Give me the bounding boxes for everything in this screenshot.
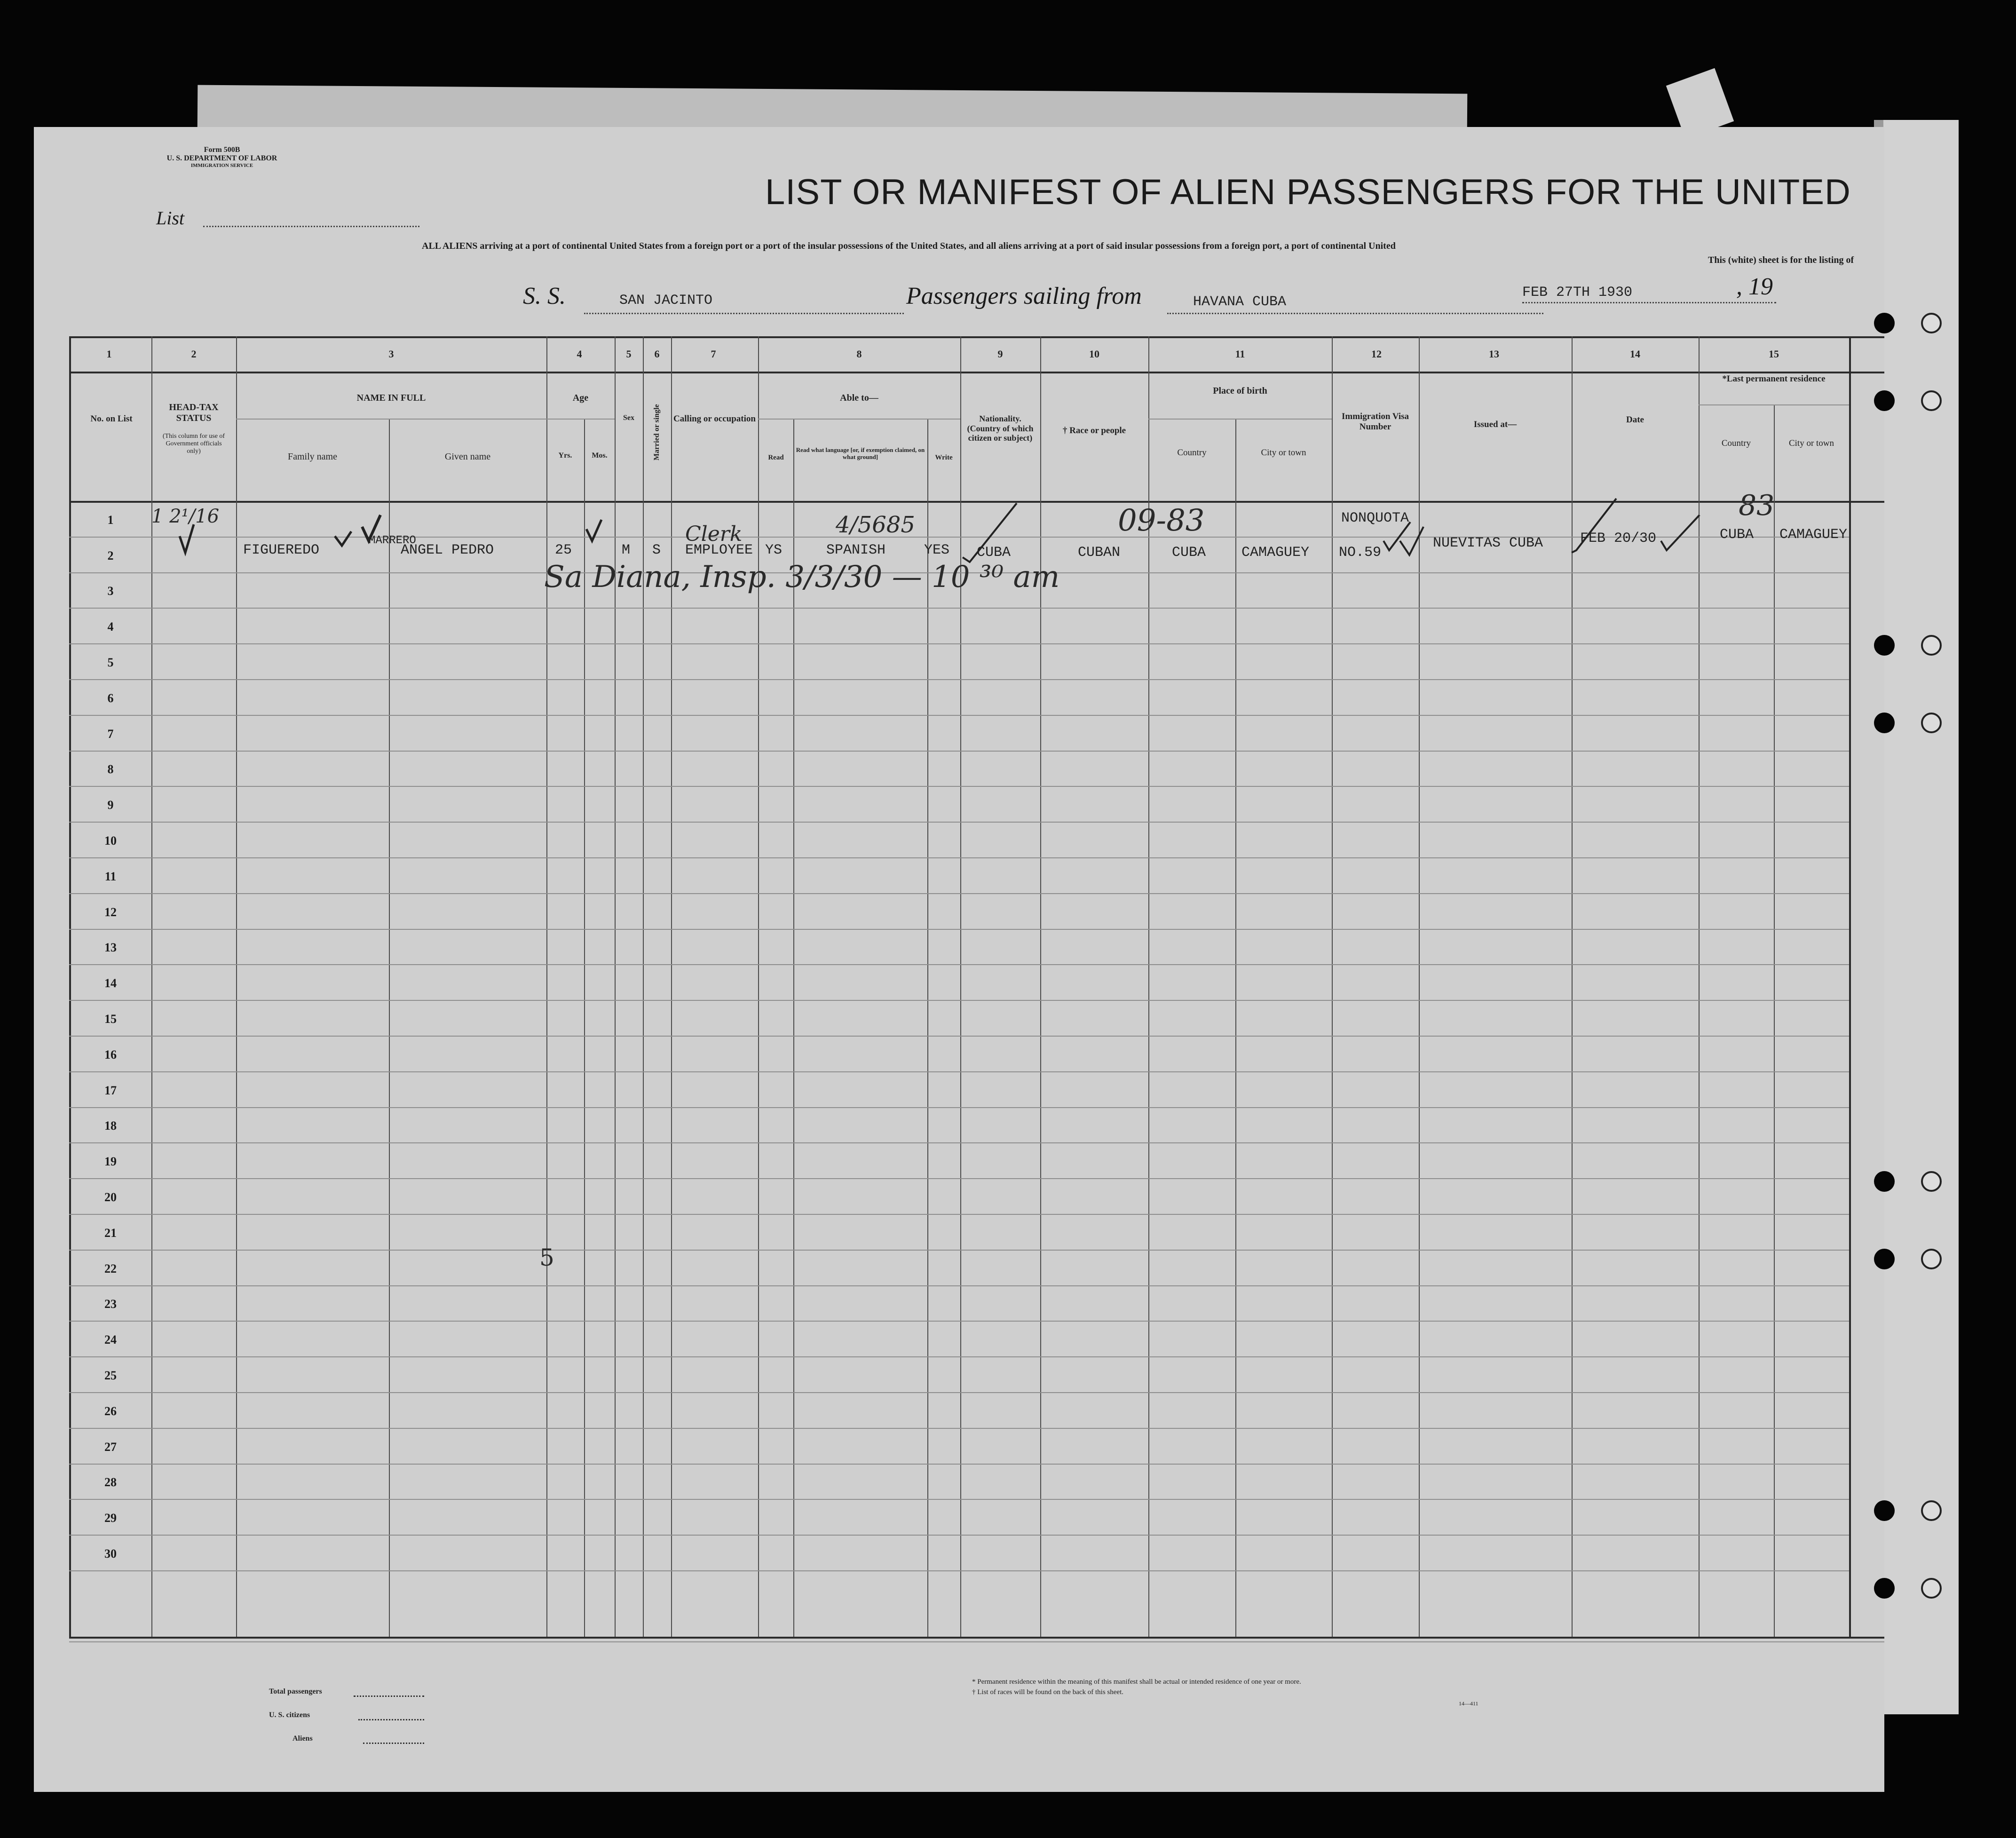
row-number: 16	[104, 1048, 117, 1062]
col-number-7: 7	[711, 348, 716, 360]
row-rule	[69, 751, 1849, 752]
handwritten-head-tax-mark: 1 2¹/16	[151, 506, 220, 527]
sailing-label: Passengers sailing from	[906, 283, 1142, 309]
binder-hole	[1874, 390, 1895, 411]
col-number-13: 13	[1489, 348, 1499, 360]
footer-aliens-line	[363, 1743, 424, 1744]
ss-label: S. S.	[523, 283, 566, 309]
row-rule	[69, 929, 1849, 930]
row-number: 12	[104, 905, 117, 919]
row-number: 10	[104, 834, 117, 848]
binder-ring	[1921, 1171, 1942, 1192]
footer-total-line	[354, 1695, 424, 1697]
row-rule	[69, 715, 1849, 716]
handwritten-residence-note: 83	[1739, 489, 1775, 522]
header-family-name: Family name	[288, 452, 337, 462]
handwritten-stray-mark: 5	[539, 1244, 554, 1271]
check-icon	[963, 503, 1017, 562]
col-number-3: 3	[388, 348, 394, 360]
table-bottom-rule	[69, 1637, 1884, 1639]
footer-note-residence: * Permanent residence within the meaning of this manifest shall be actual or intended residence of one year or more.	[972, 1678, 1301, 1686]
entry-occupation: EMPLOYEE	[685, 542, 753, 558]
header-place-of-birth: Place of birth	[1213, 386, 1267, 396]
entry-issued-at: NUEVITAS CUBA	[1433, 535, 1543, 551]
col-number-14: 14	[1630, 348, 1640, 360]
check-icon	[1384, 522, 1410, 550]
row-number: 19	[104, 1155, 117, 1168]
header-write: Write	[935, 454, 953, 461]
ship-name: SAN JACINTO	[619, 293, 713, 309]
col-number-5: 5	[626, 348, 632, 360]
check-icon	[180, 524, 194, 553]
check-icon	[1661, 515, 1700, 550]
row-rule	[69, 822, 1849, 823]
handwritten-birth-note: 09-83	[1118, 503, 1205, 538]
year-prefix: , 19	[1736, 273, 1773, 300]
row-number: 22	[104, 1262, 117, 1276]
row-rule	[69, 1321, 1849, 1322]
binder-hole	[1874, 1500, 1895, 1521]
header-res-country: Country	[1721, 438, 1751, 448]
header-head-tax: HEAD-TAX STATUS	[169, 402, 219, 423]
header-read: Read	[768, 454, 784, 461]
binder-ring	[1921, 313, 1942, 333]
entry-res-country: CUBA	[1720, 527, 1754, 543]
list-label: List	[156, 207, 185, 229]
binder-ring	[1921, 1578, 1942, 1599]
entry-marital: S	[652, 542, 661, 558]
header-race: † Race or people	[1062, 426, 1126, 436]
row-number: 3	[107, 584, 114, 598]
row-number: 7	[107, 727, 114, 741]
header-married: Married or single	[652, 404, 661, 461]
handwritten-language-note: 4/5685	[836, 512, 915, 538]
row-number: 18	[104, 1119, 117, 1133]
checkmark-layer	[34, 127, 1884, 644]
check-icon	[1572, 499, 1616, 553]
binder-hole	[1874, 635, 1895, 656]
entry-race: CUBAN	[1078, 545, 1121, 561]
form-department: U. S. DEPARTMENT OF LABOR	[166, 154, 277, 162]
header-last-residence: *Last permanent residence	[1722, 374, 1826, 384]
entry-visa-date: FEB 20/30	[1580, 531, 1657, 547]
footer-total-passengers: Total passengers	[269, 1687, 322, 1695]
col-number-10: 10	[1089, 348, 1099, 360]
binder-hole	[1874, 1578, 1895, 1599]
row-number: 25	[104, 1369, 117, 1382]
header-read-language: Read what language [or, if exemption claimed, on what ground]	[796, 446, 925, 460]
header-age: Age	[572, 393, 589, 403]
entry-sex: M	[622, 542, 631, 558]
row-rule	[69, 1000, 1849, 1001]
header-visa: Immigration Visa Number	[1341, 412, 1409, 432]
row-number: 29	[104, 1511, 117, 1525]
row-rule	[69, 964, 1849, 965]
row-number: 24	[104, 1333, 117, 1347]
table-bottom-rule-2	[69, 1641, 1884, 1642]
manifest-subtitle-line1: ALL ALIENS arriving at a port of continental United States from a foreign port or a port of the insular possessions of the United States, and all aliens arriving at a port of said insular possessions from a foreign port, a port of continental United	[422, 241, 1396, 251]
binder-ring	[1921, 713, 1942, 733]
header-name-in-full: NAME IN FULL	[356, 393, 426, 403]
row-rule	[69, 1178, 1849, 1179]
binder-ring	[1921, 1249, 1942, 1269]
entry-res-city: CAMAGUEY	[1779, 527, 1848, 543]
row-number: 11	[104, 870, 117, 883]
header-issued-at: Issued at—	[1473, 420, 1517, 429]
row-number: 23	[104, 1297, 117, 1311]
col-number-15: 15	[1769, 348, 1779, 360]
row-number: 2	[107, 549, 114, 562]
col-number-12: 12	[1371, 348, 1382, 360]
row-rule	[69, 1250, 1849, 1251]
entry-language: SPANISH	[826, 542, 886, 558]
check-icon	[335, 531, 351, 546]
row-rule	[69, 1535, 1849, 1536]
footer-note-races: † List of races will be found on the back of this sheet.	[972, 1688, 1124, 1696]
row-number: 5	[107, 656, 114, 669]
row-number: 14	[104, 976, 117, 990]
header-date: Date	[1626, 415, 1644, 425]
row-rule	[69, 1107, 1849, 1108]
row-number: 8	[107, 762, 114, 776]
binder-ring	[1921, 1500, 1942, 1521]
row-rule	[69, 1392, 1849, 1393]
row-rule	[69, 893, 1849, 894]
row-number: 20	[104, 1190, 117, 1204]
binder-hole	[1874, 313, 1895, 333]
row-number: 9	[107, 798, 114, 812]
footer-citizens-line	[358, 1719, 424, 1720]
row-number: 13	[104, 941, 117, 954]
manifest-sheet	[34, 127, 1884, 1792]
row-number: 4	[107, 620, 114, 634]
header-calling: Calling or occupation	[673, 414, 756, 424]
entry-age-yrs: 25	[555, 542, 572, 558]
check-icon	[362, 515, 380, 541]
row-rule	[69, 1464, 1849, 1465]
row-rule	[69, 1356, 1849, 1357]
row-rule	[69, 1285, 1849, 1286]
col-number-8: 8	[856, 348, 862, 360]
row-number: 30	[104, 1547, 117, 1561]
entry-birth-country: CUBA	[1172, 545, 1206, 561]
header-res-city: City or town	[1788, 438, 1834, 448]
manifest-title: LIST OR MANIFEST OF ALIEN PASSENGERS FOR THE UNITED	[765, 172, 1851, 212]
row-number: 26	[104, 1404, 117, 1418]
entry-write: YES	[924, 542, 950, 558]
handwritten-occupation-note: Clerk	[685, 522, 743, 546]
row-number: 15	[104, 1012, 117, 1026]
entry-given-name: ANGEL PEDRO	[401, 542, 494, 558]
footer-us-citizens: U. S. citizens	[269, 1711, 310, 1719]
entry-birth-city: CAMAGUEY	[1241, 545, 1310, 561]
footer-aliens: Aliens	[293, 1735, 313, 1743]
col-number-6: 6	[654, 348, 660, 360]
header-able-to: Able to—	[840, 393, 878, 403]
manifest-subtitle-line2: This (white) sheet is for the listing of	[1708, 255, 1854, 265]
row-number: 21	[104, 1226, 117, 1240]
row-rule	[69, 1036, 1849, 1037]
row-number: 1	[107, 513, 114, 527]
row-number: 17	[104, 1084, 117, 1097]
entry-family-name: FIGUEREDO	[243, 542, 320, 558]
check-icon	[586, 520, 601, 541]
header-mos: Mos.	[592, 452, 608, 460]
col-number-1: 1	[106, 348, 112, 360]
col-number-2: 2	[191, 348, 197, 360]
form-number: Form 500B	[204, 146, 240, 154]
row-rule	[69, 1499, 1849, 1500]
row-number: 27	[104, 1440, 117, 1454]
row-rule	[69, 1428, 1849, 1429]
row-rule	[69, 679, 1849, 680]
departure-port: HAVANA CUBA	[1193, 294, 1287, 310]
header-nationality: Nationality. (Country of which citizen or subject)	[967, 414, 1034, 443]
col-number-11: 11	[1235, 348, 1245, 360]
row-number: 6	[107, 691, 114, 705]
row-rule	[69, 857, 1849, 858]
col-number-9: 9	[997, 348, 1003, 360]
row-rule	[69, 1214, 1849, 1215]
row-rule	[69, 786, 1849, 787]
header-head-tax-note: (This column for use of Government officials only)	[162, 433, 225, 455]
binder-hole	[1874, 1171, 1895, 1192]
binding-edge-strip	[1876, 120, 1959, 1714]
row-rule	[69, 1071, 1849, 1072]
entry-visa-line2: NO.59	[1339, 545, 1382, 561]
header-sex: Sex	[623, 414, 634, 422]
row-rule	[69, 1142, 1849, 1143]
entry-visa-line1: NONQUOTA	[1341, 510, 1409, 526]
form-service: IMMIGRATION SERVICE	[190, 163, 253, 168]
entry-nationality: CUBA	[977, 545, 1011, 561]
footer-code: 14—411	[1459, 1700, 1478, 1707]
row-number: 28	[104, 1475, 117, 1489]
col-number-4: 4	[577, 348, 582, 360]
entry-family-name-suffix: MARRERO	[369, 534, 416, 547]
handwritten-inspection-note: Sa Diana, Insp. 3/3/30 — 10 ³⁰ am	[544, 560, 1060, 594]
sailing-date: FEB 27TH 1930	[1522, 285, 1633, 301]
header-birth-country: Country	[1177, 448, 1207, 458]
header-yrs: Yrs.	[558, 452, 572, 460]
binder-ring	[1921, 390, 1942, 411]
binder-hole	[1874, 713, 1895, 733]
binder-ring	[1921, 635, 1942, 656]
entry-read: YS	[765, 542, 783, 558]
header-birth-city: City or town	[1261, 448, 1306, 458]
binder-hole	[1874, 1249, 1895, 1269]
header-no-on-list: No. on List	[90, 414, 133, 424]
row-rule	[69, 1570, 1849, 1571]
header-given-name: Given name	[444, 452, 491, 462]
